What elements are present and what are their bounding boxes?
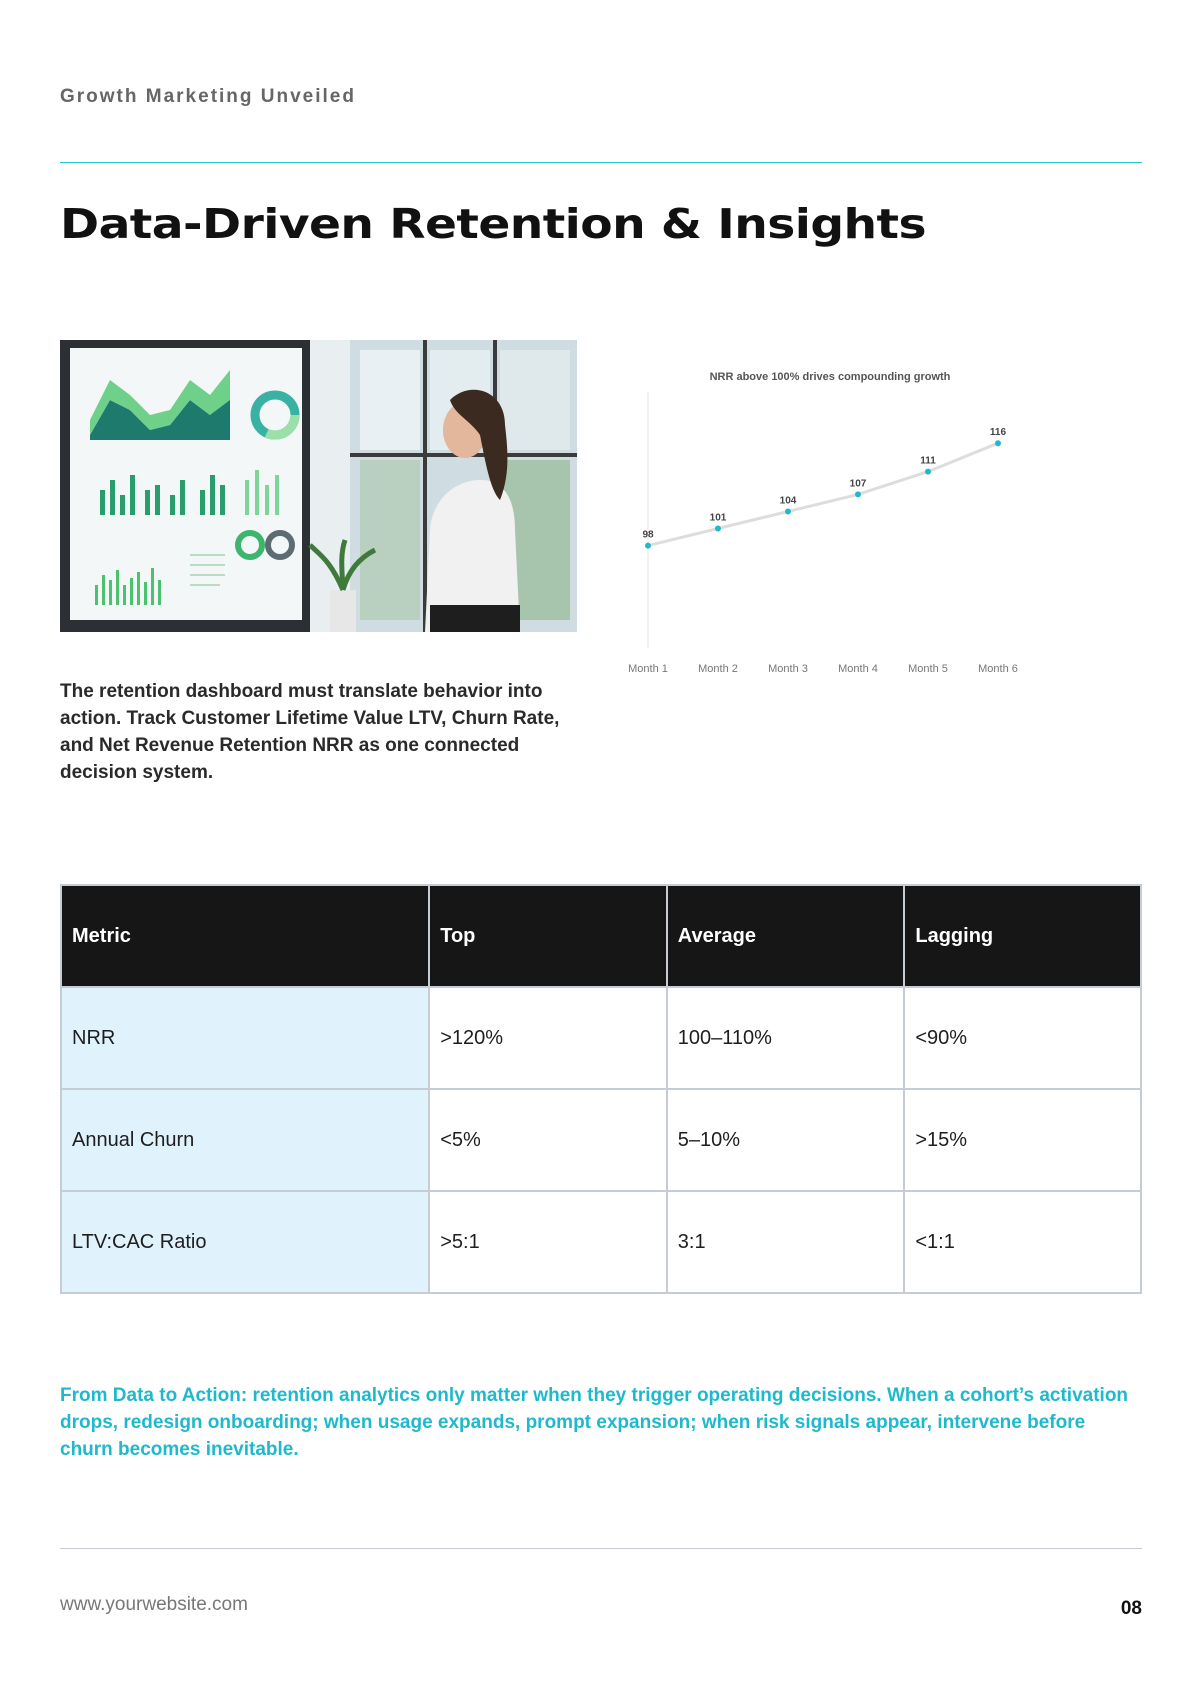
table-cell-metric: LTV:CAC Ratio: [61, 1191, 429, 1293]
retention-benchmarks-table: [60, 884, 1142, 1294]
footer-divider: [60, 1548, 1142, 1549]
chart-data-label: 101: [709, 512, 727, 524]
table-cell-metric: Annual Churn: [61, 1089, 429, 1191]
chart-data-point: [715, 526, 721, 532]
chart-data-label: 98: [642, 529, 654, 541]
table-row: [61, 1191, 1141, 1293]
chart-data-label: 116: [989, 427, 1007, 439]
table-cell-lagging: <90%: [904, 987, 1141, 1089]
website-link[interactable]: www.yourwebsite.com: [60, 1594, 248, 1615]
chart-data-point: [855, 491, 861, 497]
table-header-metric: Metric: [61, 885, 429, 987]
chart-title: NRR above 100% drives compounding growth: [709, 371, 951, 383]
chart-data-label: 104: [779, 495, 797, 507]
chart-data-label: 111: [920, 455, 936, 467]
table-header-lagging: Lagging: [904, 885, 1141, 987]
table-cell-average: 5–10%: [667, 1089, 905, 1191]
table-cell-metric: NRR: [61, 987, 429, 1089]
chart-x-tick-label: Month 4: [838, 663, 878, 675]
chart-data-point: [995, 440, 1001, 446]
table-cell-average: 100–110%: [667, 987, 905, 1089]
chart-x-tick-label: Month 1: [628, 663, 668, 675]
table-header-row: [61, 885, 1141, 987]
table-row: [61, 1089, 1141, 1191]
chart-series-line: [648, 443, 998, 545]
table-cell-top: >5:1: [429, 1191, 667, 1293]
chart-data-label: 107: [849, 478, 867, 490]
table-cell-average: 3:1: [667, 1191, 905, 1293]
chart-data-point: [925, 469, 931, 475]
chart-x-tick-label: Month 2: [698, 663, 738, 675]
table-cell-lagging: >15%: [904, 1089, 1141, 1191]
chart-x-tick-label: Month 3: [768, 663, 808, 675]
nrr-line-chart: [610, 360, 1050, 680]
callout-text: From Data to Action: retention analytics only matter when they trigger operating decisions. When a cohort’s activation drops, redesign onboarding; when usage expands, prompt expansion; when risk signals appear, intervene before churn becomes inevitable.: [60, 1385, 1129, 1460]
table-cell-top: >120%: [429, 987, 667, 1089]
chart-data-point: [645, 543, 651, 549]
table-header-top: Top: [429, 885, 667, 987]
page-number: 08: [1120, 1598, 1142, 1619]
table-cell-lagging: <1:1: [904, 1191, 1141, 1293]
brand-name: Growth Marketing Unveiled: [60, 86, 356, 107]
page-title: Data-Driven Retention & Insights: [60, 200, 926, 248]
table-cell-top: <5%: [429, 1089, 667, 1191]
chart-data-point: [785, 508, 791, 514]
chart-x-tick-label: Month 5: [908, 663, 948, 675]
table-row: [61, 987, 1141, 1089]
intro-paragraph: The retention dashboard must translate behavior into action. Track Customer Lifetime Value LTV, Churn Rate, and Net Revenue Retention NRR as one connected decision system.: [60, 681, 560, 783]
table-header-average: Average: [667, 885, 905, 987]
chart-x-tick-label: Month 6: [978, 663, 1018, 675]
header-divider: [60, 162, 1142, 163]
dashboard-photo: [60, 340, 577, 632]
